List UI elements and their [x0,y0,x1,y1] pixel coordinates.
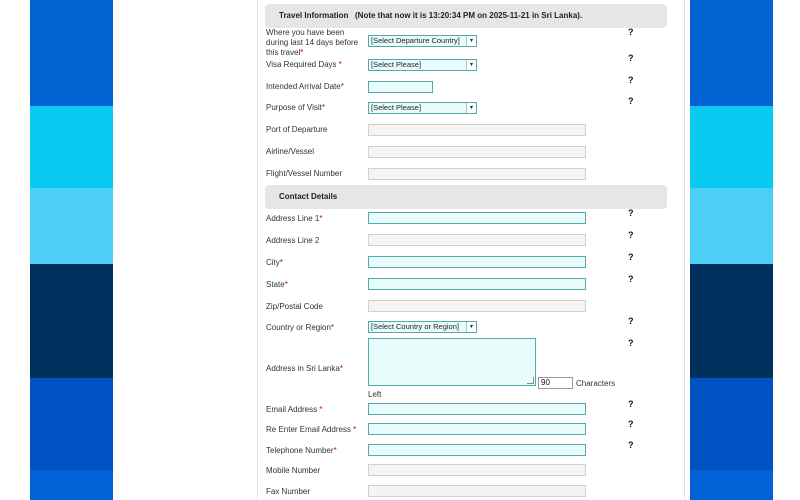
stripe-block [690,106,773,188]
city-row [265,252,695,270]
zip-input[interactable] [368,300,586,312]
flight-number-label: Flight/Vessel Number [266,169,343,178]
help-icon[interactable]: ? [628,419,634,429]
contact-details-header [265,185,667,209]
address-line-2-label: Address Line 2 [266,236,320,245]
mobile-row [265,464,695,478]
address-line-2-row [265,230,695,248]
stripe-block [690,264,773,378]
characters-left-label: Left [368,390,382,399]
chevron-down-icon: ▾ [466,103,476,113]
email-label: Email Address * [266,405,323,414]
address-line-2-input[interactable] [368,234,586,246]
country-value: [Select Country or Region] [371,322,459,331]
stripe-block [690,378,773,470]
state-row [265,274,695,292]
left-margin [0,0,30,500]
help-icon[interactable]: ? [628,338,634,348]
address-line-1-label: Address Line 1* [266,214,323,223]
stripe-block [30,264,113,378]
fax-input[interactable] [368,485,586,497]
mobile-input[interactable] [368,464,586,476]
city-label: City* [266,258,283,267]
sri-lanka-address-label: Address in Sri Lanka* [266,364,343,373]
visa-days-label: Visa Required Days * [266,60,342,69]
address-line-1-row [265,208,695,226]
airline-label: Airline/Vessel [266,147,315,156]
chevron-down-icon: ▾ [466,36,476,46]
help-icon[interactable]: ? [628,75,634,85]
airline-input[interactable] [368,146,586,158]
travel-information-header [265,4,667,28]
airline-row [265,145,695,159]
fax-row [265,485,695,499]
chevron-down-icon: ▾ [466,60,476,70]
address-line-1-input[interactable] [368,212,586,224]
country-row [265,316,695,335]
stripe-block [690,188,773,264]
stripe-block [30,378,113,470]
help-icon[interactable]: ? [628,440,634,450]
stripe-block [690,0,773,106]
confirm-email-label: Re Enter Email Address * [266,425,357,434]
departure-country-value: [Select Departure Country] [371,36,460,45]
port-of-departure-input[interactable] [368,124,586,136]
current-time-note: (Note that now it is 13:20:34 PM on 2025-11-21 in Sri Lanka). [355,11,583,20]
help-icon[interactable]: ? [628,96,634,106]
confirm-email-field[interactable] [368,423,586,435]
zip-row [265,300,695,314]
country-label: Country or Region* [266,323,335,332]
state-input[interactable] [368,278,586,290]
telephone-input[interactable] [368,444,586,456]
arrival-date-row [265,75,695,94]
purpose-row [265,96,695,115]
section-title: Contact Details [279,192,338,201]
purpose-value: [Select Please] [371,103,422,112]
visa-days-row [265,53,695,72]
port-of-departure-row [265,123,695,137]
email-field[interactable] [368,403,586,415]
city-input[interactable] [368,256,586,268]
country-select[interactable] [368,321,477,333]
help-icon[interactable]: ? [628,399,634,409]
help-icon[interactable]: ? [628,27,634,37]
arrival-date-input[interactable] [368,81,433,93]
visa-days-value: [Select Please] [371,60,422,69]
help-icon[interactable]: ? [628,208,634,218]
flight-number-row [265,167,695,181]
state-label: State* [266,280,288,289]
sri-lanka-address-row [265,338,695,402]
port-of-departure-label: Port of Departure [266,125,328,134]
help-icon[interactable]: ? [628,316,634,326]
departure-country-label: Where you have been during last 14 days before this travel* [266,28,359,57]
section-title: Travel Information [279,11,349,20]
right-margin [773,0,800,500]
stripe-block [690,470,773,500]
arrival-date-label: Intended Arrival Date* [266,82,344,91]
help-icon[interactable]: ? [628,274,634,284]
stripe-block [30,0,113,106]
sri-lanka-address-textarea[interactable] [368,338,536,386]
chevron-down-icon: ▾ [466,322,476,332]
zip-label: Zip/Postal Code [266,302,323,311]
telephone-row [265,440,695,458]
help-icon[interactable]: ? [628,53,634,63]
resize-handle-icon[interactable] [527,377,534,384]
left-stripe-band [30,0,113,500]
visa-days-select[interactable] [368,59,477,71]
characters-left-counter: 90 [538,377,573,389]
help-icon[interactable]: ? [628,252,634,262]
stripe-block [30,470,113,500]
email-row [265,399,695,417]
stripe-block [30,188,113,264]
mobile-label: Mobile Number [266,466,321,475]
stripe-block [30,106,113,188]
characters-label: Characters [576,379,616,388]
departure-country-row [265,27,695,57]
telephone-label: Telephone Number* [266,446,337,455]
fax-label: Fax Number [266,487,311,496]
right-stripe-band [690,0,773,500]
purpose-label: Purpose of Visit* [266,103,326,112]
purpose-select[interactable] [368,102,477,114]
flight-number-input[interactable] [368,168,586,180]
departure-country-select[interactable] [368,35,477,47]
confirm-email-row [265,419,695,437]
help-icon[interactable]: ? [628,230,634,240]
